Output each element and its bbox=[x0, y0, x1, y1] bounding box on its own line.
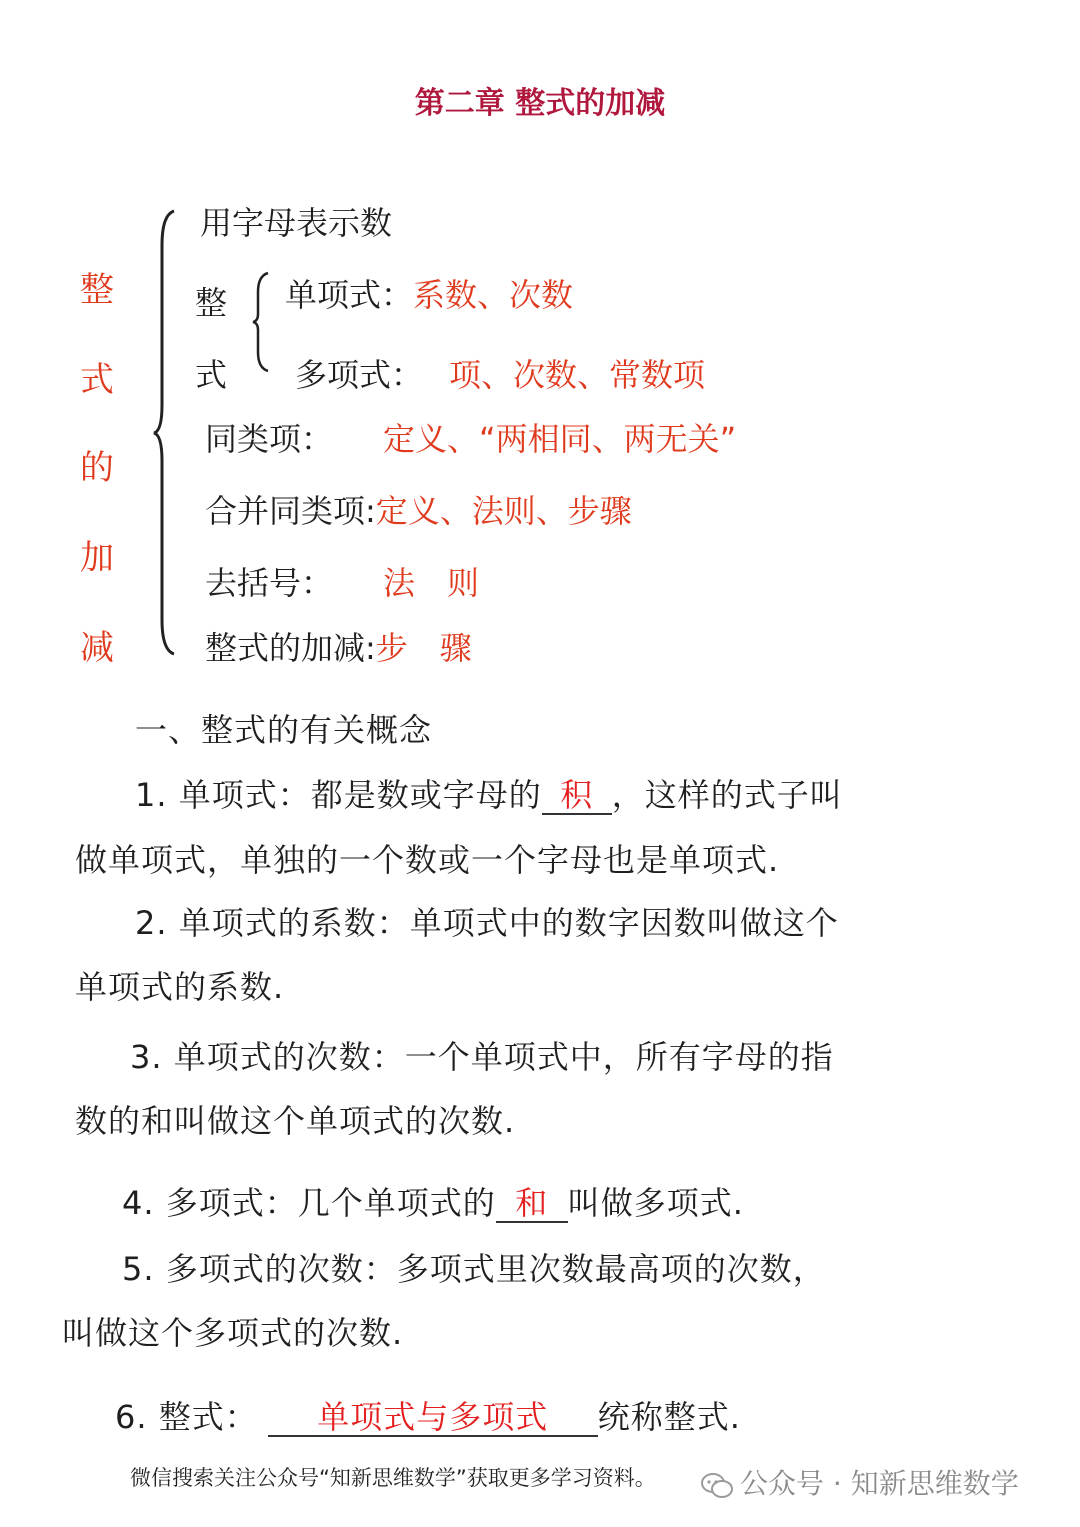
monomial-value: 系数、次数 bbox=[413, 276, 574, 314]
brackets-value: 法 则 bbox=[383, 564, 480, 602]
zhengshi-char: 整 bbox=[195, 284, 228, 322]
answer-blank: 积 bbox=[542, 778, 612, 815]
p1-text: 1. 单项式：都是数或字母的 bbox=[135, 776, 542, 814]
mindmap-combine bbox=[205, 486, 632, 532]
p4-text-end: 叫做多项式. bbox=[567, 1184, 744, 1222]
combine-label: 合并同类项: bbox=[205, 492, 376, 530]
p1-text-end: ，这样的式子叫 bbox=[611, 776, 843, 814]
paragraph-4 bbox=[122, 1178, 744, 1224]
mindmap-monomial bbox=[285, 270, 573, 316]
side-title-char: 减 bbox=[80, 628, 114, 668]
wechat-icon bbox=[700, 1470, 734, 1500]
footer-note: 微信搜索关注公众号“知新思维数学”获取更多学习资料。 bbox=[130, 1466, 656, 1490]
paragraph-1-line-2: 做单项式，单独的一个数或一个字母也是单项式. bbox=[75, 841, 780, 879]
addsub-label: 整式的加减: bbox=[205, 629, 376, 667]
polynomial-label: 多项式： bbox=[295, 356, 424, 394]
paragraph-2-line-1: 2. 单项式的系数：单项式中的数字因数叫做这个 bbox=[135, 904, 839, 942]
paragraph-3-line-1: 3. 单项式的次数：一个单项式中，所有字母的指 bbox=[130, 1038, 834, 1076]
paragraph-6 bbox=[115, 1392, 741, 1438]
addsub-value: 步 骤 bbox=[375, 629, 472, 667]
paragraph-2-line-2: 单项式的系数. bbox=[75, 968, 285, 1006]
mindmap-like-terms bbox=[205, 414, 736, 460]
answer-blank: 单项式与多项式 bbox=[268, 1400, 598, 1437]
mindmap-addsub bbox=[205, 623, 472, 669]
p6-text: 6. 整式： bbox=[115, 1398, 258, 1436]
watermark-text: 公众号 · 知新思维数学 bbox=[740, 1467, 1019, 1500]
mindmap-item-letters: 用字母表示数 bbox=[200, 204, 393, 242]
like-terms-value: 定义、“两相同、两无关” bbox=[383, 420, 737, 458]
side-title-char: 整 bbox=[80, 270, 114, 310]
paragraph-5-line-1: 5. 多项式的次数：多项式里次数最高项的次数， bbox=[122, 1250, 826, 1288]
monomial-label: 单项式： bbox=[285, 276, 414, 314]
mindmap-polynomial bbox=[295, 350, 705, 396]
zhengshi-char: 式 bbox=[195, 356, 228, 394]
section-heading: 一、整式的有关概念 bbox=[135, 711, 433, 749]
like-terms-label: 同类项： bbox=[205, 420, 334, 458]
brackets-label: 去括号： bbox=[205, 564, 334, 602]
paragraph-3-line-2: 数的和叫做这个单项式的次数. bbox=[75, 1102, 516, 1140]
p4-text: 4. 多项式：几个单项式的 bbox=[122, 1184, 496, 1222]
page-title: 第二章 整式的加减 bbox=[414, 86, 666, 121]
side-title-char: 式 bbox=[80, 360, 114, 400]
big-brace-icon bbox=[150, 205, 180, 660]
mindmap-brackets bbox=[205, 558, 479, 604]
paragraph-1-line-1 bbox=[135, 770, 843, 816]
combine-value: 定义、法则、步骤 bbox=[375, 492, 632, 530]
side-title-char: 加 bbox=[80, 538, 114, 578]
watermark bbox=[700, 1462, 1019, 1502]
side-title-char: 的 bbox=[80, 448, 114, 488]
answer-blank: 和 bbox=[496, 1186, 568, 1223]
polynomial-value: 项、次数、常数项 bbox=[449, 356, 706, 394]
small-brace-icon bbox=[250, 270, 272, 374]
paragraph-5-line-2: 叫做这个多项式的次数. bbox=[62, 1314, 404, 1352]
p6-text-end: 统称整式. bbox=[597, 1398, 741, 1436]
